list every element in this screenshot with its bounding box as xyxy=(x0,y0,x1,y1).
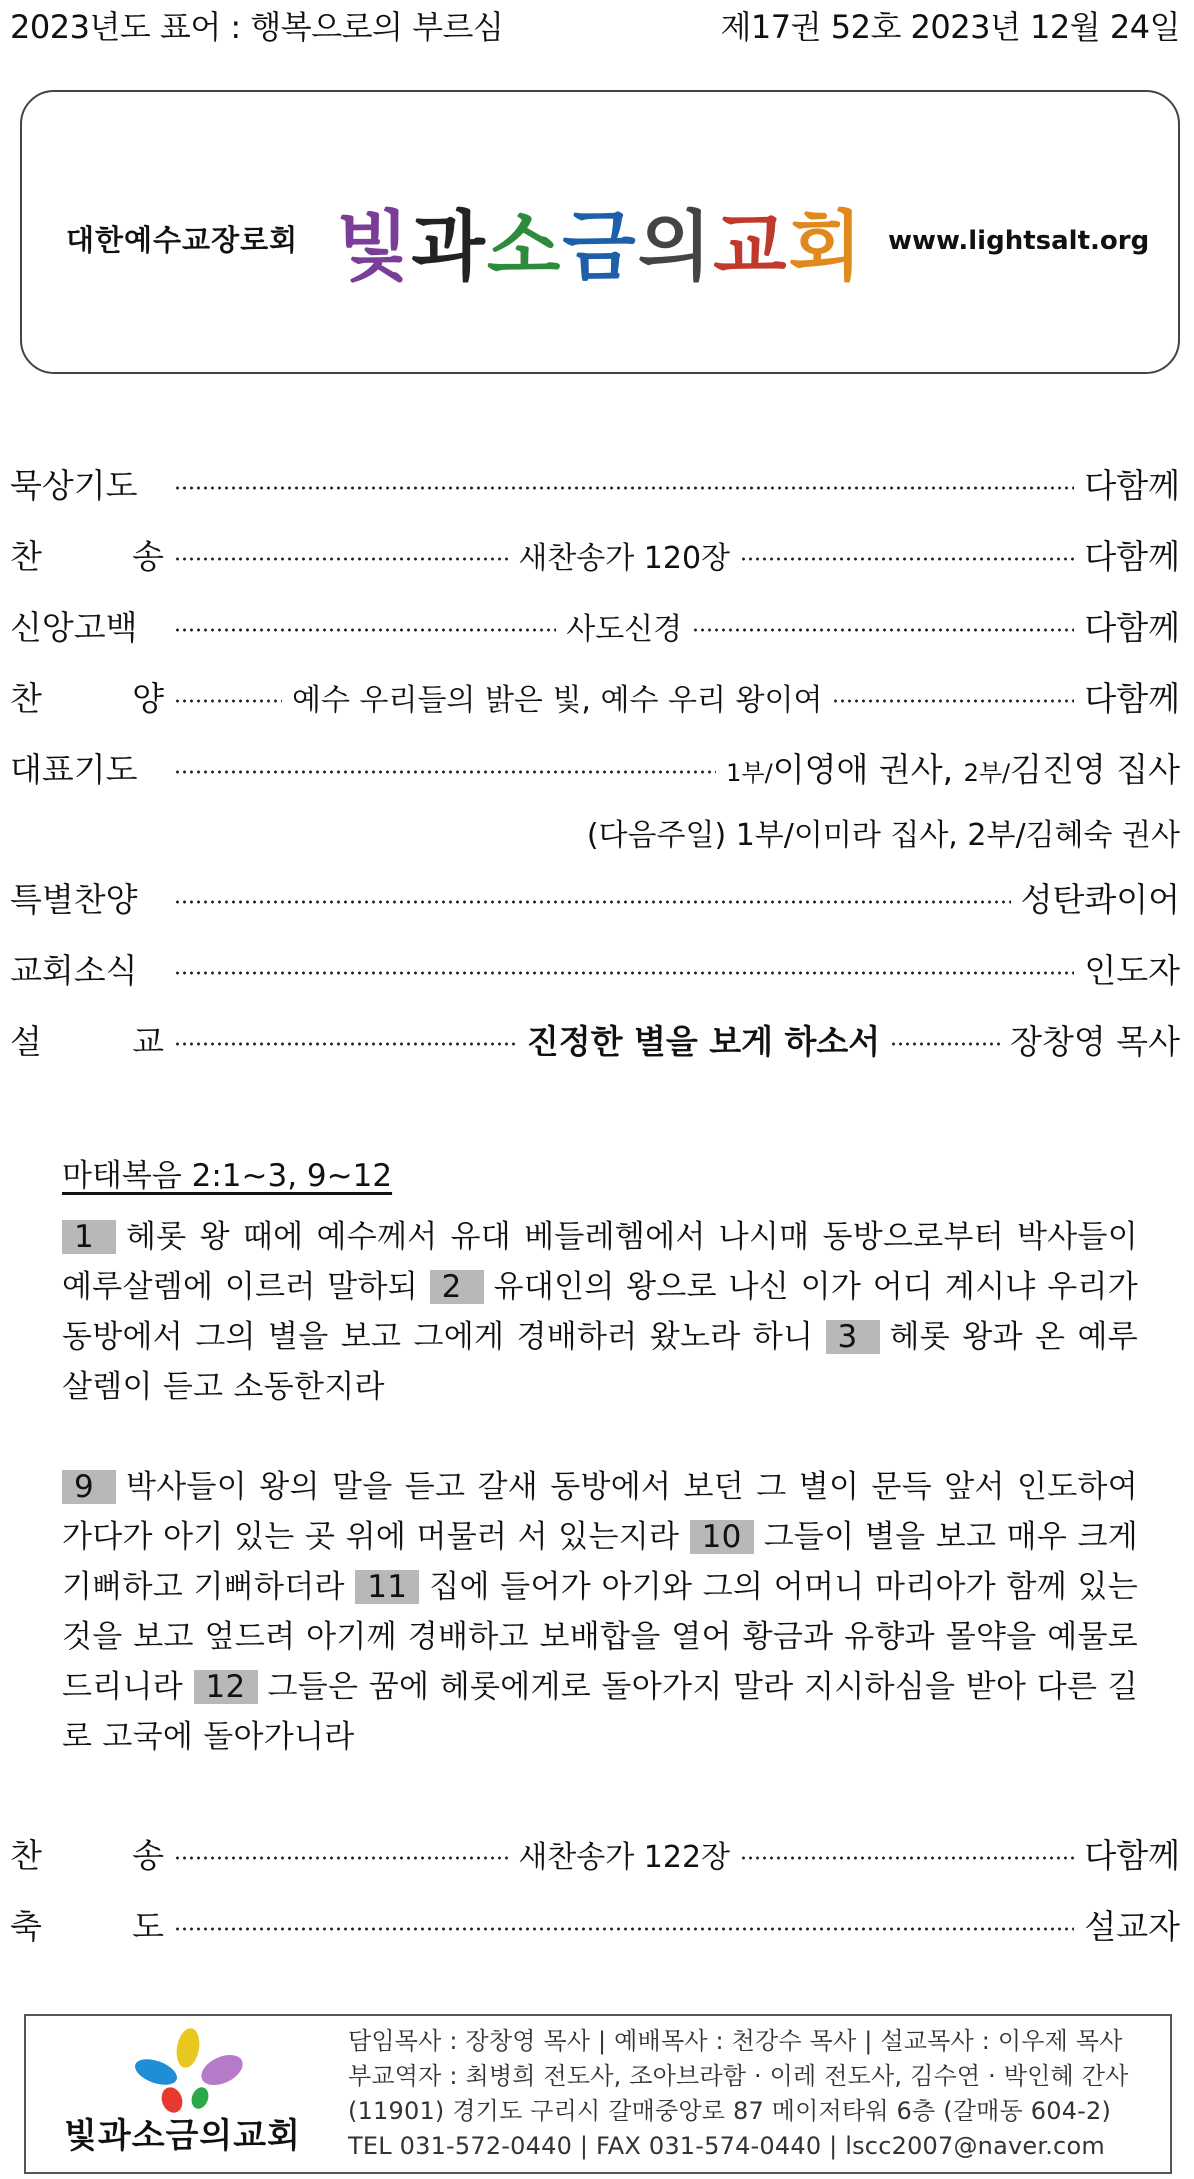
order-label: 설 교 xyxy=(10,1022,164,1061)
footer-info xyxy=(348,2024,1128,2164)
logo-char: 금 xyxy=(562,202,638,291)
leader-dots xyxy=(174,1856,508,1860)
verse-number: 11 xyxy=(355,1570,419,1604)
order-special-praise xyxy=(10,874,1180,921)
denomination-label: 대한예수교장로회 xyxy=(66,223,299,257)
order-right: 다함께 xyxy=(1084,537,1180,576)
order-right: 설교자 xyxy=(1084,1907,1180,1946)
order-church-news xyxy=(10,945,1180,992)
order-sermon xyxy=(10,1016,1180,1063)
verse-text: 그들이 별을 보고 매우 크게 기뻐하고 기뻐하더라 xyxy=(62,1519,1138,1605)
emblem-petal xyxy=(174,2026,203,2069)
leader-dots xyxy=(740,557,1074,561)
verse-text: 박사들이 왕의 말을 듣고 갈새 동방에서 보던 그 별이 문득 앞서 인도하여 가다가 아기 있는 곳 위에 머물러 서 있는지라 xyxy=(62,1469,1138,1555)
verse-number: 9 xyxy=(62,1470,116,1504)
address-line: (11901) 경기도 구리시 갈매중앙로 87 메이저타워 6층 (갈매동 604-2) xyxy=(348,2097,1112,2125)
logo-char: 교 xyxy=(713,202,789,291)
order-label: 축 도 xyxy=(10,1907,164,1946)
order-label: 묵상기도 xyxy=(10,466,138,505)
verse-text: 유대인의 왕으로 나신 이가 어디 계시냐 우리가 동방에서 그의 별을 보고 그에게 경배하러 왔노라 하니 xyxy=(62,1269,1138,1355)
leader-dots xyxy=(174,770,716,774)
leader-dots xyxy=(692,628,1074,632)
logo-char: 소 xyxy=(486,202,563,291)
logo-char: 빛 xyxy=(336,202,412,291)
leader-dots xyxy=(174,628,556,632)
order-right: 장창영 목사 xyxy=(1010,1022,1180,1061)
page-header xyxy=(10,0,1180,50)
order-label: 찬 송 xyxy=(10,1836,164,1875)
emblem-petal xyxy=(132,2054,181,2090)
order-center: 새찬송가 122장 xyxy=(518,1839,731,1875)
order-praise xyxy=(10,673,1180,720)
verse-number: 12 xyxy=(194,1670,258,1704)
leader-dots xyxy=(174,1042,517,1046)
order-right: 인도자 xyxy=(1084,951,1180,990)
logo-char: 의 xyxy=(637,202,714,291)
verse-text: 헤롯 왕과 온 예루살렘이 듣고 소동한지라 xyxy=(62,1319,1138,1405)
website-url[interactable]: www.lightsalt.org xyxy=(888,226,1150,256)
order-right: 다함께 xyxy=(1084,1836,1180,1875)
order-right: 다함께 xyxy=(1084,679,1180,718)
leader-dots xyxy=(832,699,1074,703)
order-benediction xyxy=(10,1901,1180,1948)
footer-logo-text: 빛과소금의교회 xyxy=(64,2116,301,2156)
order-label: 특별찬양 xyxy=(10,880,138,919)
order-creed xyxy=(10,602,1180,649)
leader-dots xyxy=(740,1856,1074,1860)
verse-text: 헤롯 왕 때에 예수께서 유대 베들레헴에서 나시매 동방으로부터 박사들이 예루살렘에 이르러 말하되 xyxy=(62,1219,1138,1305)
verse-number: 3 xyxy=(826,1320,880,1354)
sermon-title: 진정한 별을 보게 하소서 xyxy=(526,1022,881,1061)
verse-number: 10 xyxy=(690,1520,754,1554)
verse-number: 1 xyxy=(62,1220,116,1254)
church-emblem-icon xyxy=(128,2026,248,2116)
issue-info: 제17권 52호 2023년 12월 24일 xyxy=(720,8,1180,46)
leader-dots xyxy=(174,486,1074,490)
staff-line: 부교역자 : 최병희 전도사, 조아브라함 · 이레 전도사, 김수연 · 박인혜 간사 xyxy=(348,2062,1129,2090)
order-right: 다함께 xyxy=(1084,466,1180,505)
leader-dots xyxy=(174,557,508,561)
order-silent-prayer xyxy=(10,460,1180,507)
order-right: 1부/이영애 권사, 2부/김진영 집사 xyxy=(726,750,1180,789)
order-label: 찬 양 xyxy=(10,679,164,718)
order-rep-prayer xyxy=(10,744,1180,791)
order-label: 찬 송 xyxy=(10,537,164,576)
emblem-petal xyxy=(197,2049,248,2091)
leader-dots xyxy=(174,971,1074,975)
order-right: 성탄콰이어 xyxy=(1020,880,1180,919)
order-center: 새찬송가 120장 xyxy=(518,540,731,576)
church-logo xyxy=(336,186,864,295)
pastor-line: 담임목사 : 장창영 목사 | 예배목사 : 천강수 목사 | 설교목사 : 이우제 목사 xyxy=(348,2027,1123,2055)
order-label: 신앙고백 xyxy=(10,608,138,647)
verse-text: 집에 들어가 아기와 그의 어머니 마리아가 함께 있는 것을 보고 엎드려 아기께 경배하고 보배합을 열어 황금과 유향과 몰약을 예물로 드리니라 xyxy=(62,1569,1139,1705)
scripture-reference: 마태복음 2:1~3, 9~12 xyxy=(62,1158,393,1194)
next-week-prayer: (다음주일) 1부/이미라 집사, 2부/김혜숙 권사 xyxy=(586,818,1180,853)
contact-line: TEL 031-572-0440 | FAX 031-574-0440 | lscc2007@naver.com xyxy=(348,2132,1105,2160)
verse-number: 2 xyxy=(430,1270,484,1304)
order-hymn-2 xyxy=(10,1830,1180,1877)
order-center: 사도신경 xyxy=(566,611,683,647)
leader-dots xyxy=(890,1042,1000,1046)
logo-char: 회 xyxy=(788,202,864,291)
order-right: 다함께 xyxy=(1084,608,1180,647)
scripture-paragraph-1 xyxy=(62,1212,1138,1412)
order-label: 교회소식 xyxy=(10,951,138,990)
order-label: 대표기도 xyxy=(10,750,138,789)
leader-dots xyxy=(174,699,282,703)
logo-char: 과 xyxy=(411,202,487,291)
verse-text: 그들은 꿈에 헤롯에게로 돌아가지 말라 지시하심을 받아 다른 길로 고국에 돌아가니라 xyxy=(62,1669,1138,1755)
leader-dots xyxy=(174,1927,1074,1931)
order-center: 예수 우리들의 밝은 빛, 예수 우리 왕이여 xyxy=(292,682,823,718)
leader-dots xyxy=(174,900,1011,904)
year-theme: 2023년도 표어 : 행복으로의 부르심 xyxy=(10,8,504,46)
order-hymn-1 xyxy=(10,531,1180,578)
scripture-paragraph-2 xyxy=(62,1462,1138,1762)
